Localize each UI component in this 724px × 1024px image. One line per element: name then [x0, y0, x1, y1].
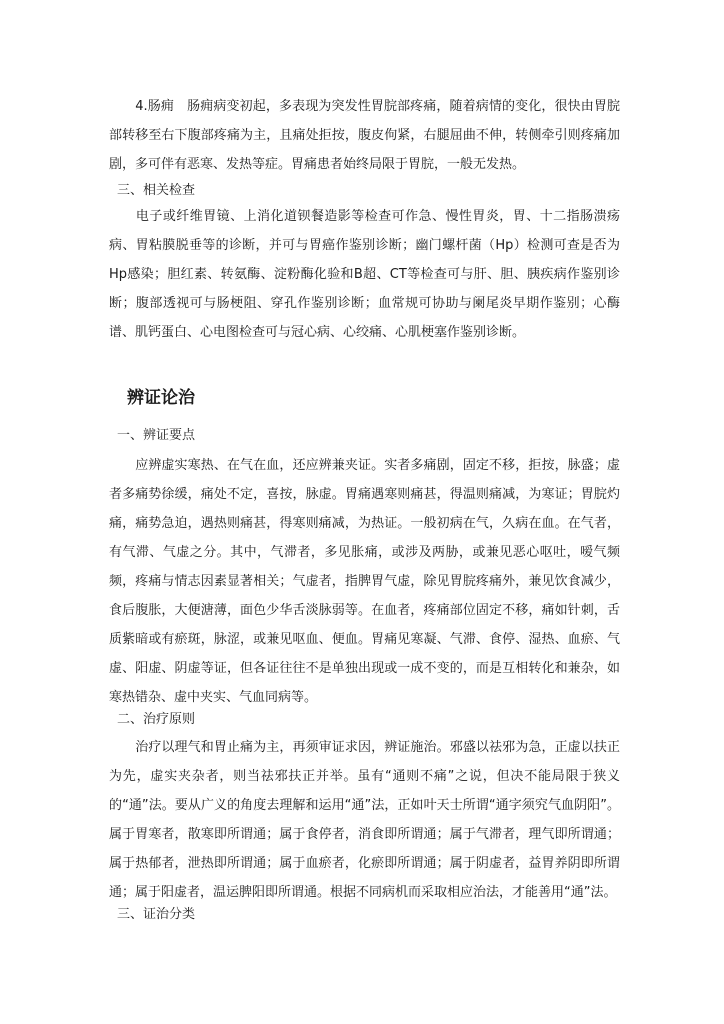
differentiation-key-heading: 一、辨证要点: [117, 428, 196, 443]
treatment-principle-paragraph: 治疗以理气和胃止痛为主，再须审证求因，辨证施治。邪盛以祛邪为急，正虚以扶正为先，虚实夹杂者，则当祛邪扶正并举。虽有“通则不痛”之说，但决不能局限于狭义的“通”法。要从广义的角度去理解和运用“通”法，正如叶天士所谓“通字须究气血阴阳”。属于胃寒者，散寒即所谓通；属于食停者，消食即所谓通；属于气滞者，理气即所谓通；属于热郁者，泄热即所谓通；属于血瘀者，化瘀即所谓通；属于阴虚者，益胃养阴即所谓通；属于阳虚者，温运脾阳即所谓通。根据不同病机而采取相应治法，才能善用“通”法。: [109, 740, 620, 900]
related-exams-heading: 三、相关检查: [117, 183, 196, 198]
treatment-principle-heading: 二、治疗原则: [117, 712, 196, 727]
related-exams-paragraph: 电子或纤维胃镜、上消化道钡餐造影等检查可作急、慢性胃炎，胃、十二指肠溃疡病、胃粘膜脱垂等的诊断，并可与胃癌作鉴别诊断；幽门螺杆菌（Hp）检测可查是否为Hp感染；胆红素、转氨酶、淀粉酶化验和B超、CT等检查可与肝、胆、胰疾病作鉴别诊断；腹部透视可与肠梗阻、穿孔作鉴别诊断；血常规可协助与阑尾炎早期作鉴别；心酶谱、肌钙蛋白、心电图检查可与冠心病、心绞痛、心肌梗塞作鉴别诊断。: [109, 209, 620, 340]
differentiation-key-paragraph: 应辨虚实寒热、在气在血，还应辨兼夹证。实者多痛剧，固定不移，拒按，脉盛；虚者多痛势徐缓，痛处不定，喜按，脉虚。胃痛遇寒则痛甚，得温则痛减，为寒证；胃脘灼痛，痛势急迫，遇热则痛甚，得寒则痛减，为热证。一般初病在气，久病在血。在气者，有气滞、气虚之分。其中，气滞者，多见胀痛，或涉及两胁，或兼见恶心呕吐，嗳气频频，疼痛与情志因素显著相关；气虚者，指脾胃气虚，除见胃脘疼痛外，兼见饮食减少，食后腹胀，大便溏薄，面色少华舌淡脉弱等。在血者，疼痛部位固定不移，痛如针刺，舌质紫暗或有瘀斑，脉涩，或兼见呕血、便血。胃痛见寒凝、气滞、食停、湿热、血瘀、气虚、阳虚、阴虚等证，但各证往往不是单独出现或一成不变的，而是互相转化和兼杂，如寒热错杂、虚中夹实、气血同病等。: [109, 458, 620, 705]
syndrome-classification-heading: 三、证治分类: [117, 907, 196, 922]
appendicitis-paragraph: 4.肠痈 肠痈病变初起，多表现为突发性胃脘部疼痛，随着病情的变化，很快由胃脘部转移至右下腹部疼痛为主，且痛处拒按，腹皮佝紧，右腿屈曲不伸，转侧牵引则疼痛加剧，多可伴有恶寒、发热等症。胃痛患者始终局限于胃脘，一般无发热。: [109, 99, 620, 172]
chapter-title: 辨证论治: [127, 388, 195, 408]
